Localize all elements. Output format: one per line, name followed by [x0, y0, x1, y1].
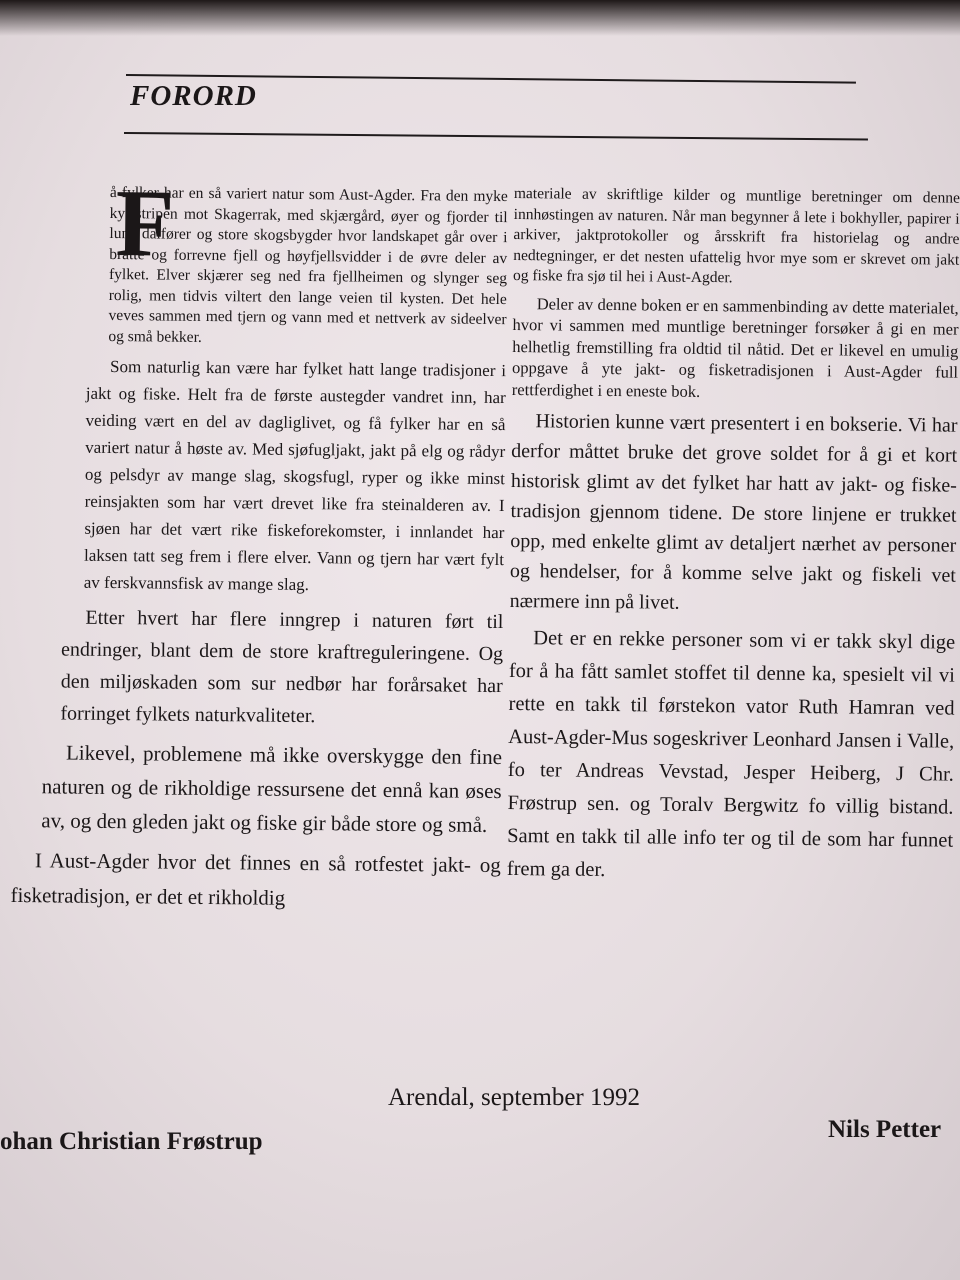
- place-date: Arendal, september 1992: [388, 1084, 641, 1111]
- left-paragraph-3: Etter hvert har flere inngrep i naturen ført til endringer, blant dem de store kraftreguleringene. Og den miljøskaden som sur nedbør har forårsaket har forringet fylkets naturkvaliteter.: [60, 606, 504, 728]
- left-paragraph-2: Som naturlig kan være har fylket hatt lange tradisjoner i jakt og fiske. Helt fra de første austegder vandret inn, har veiding vært en del av dagliglivet, og få fylker har en så variert natur å høste av. Med sjøfugljakt, jakt på elg og rådyr og pelsdyr av mange slag, skogsfugl, ryper og ikke minst reinsjakten som har vært drevet like fra steinalderen av. I sjøen har det vært rike fiskeforekomster, i innlandet har laksen tatt seg frem i flere elver. Vann og tjern har vært fylt av ferskvannsfisk av mange slag.: [83, 356, 507, 595]
- left-paragraph-5: I Aust-Agder hvor det finnes en så rotfestet jakt- og fisketradisjon, er det et rikholdig: [10, 848, 501, 910]
- left-column: [10, 169, 508, 924]
- right-paragraph-1: materiale av skriftlige kilder og muntlige beretninger om denne innhøstingen av naturen. Når man begynner å lete i bokhyller, papirer i arkiver, jaktprotokoller og årsskrift fra historielag og andre nedtegninger, er det nesten ufattelig hvor mye som er skrevet om jakt og fiske fra sjø til hei i Aust-Agder.: [512, 184, 960, 287]
- drop-cap: F: [115, 169, 175, 277]
- signature-left: ohan Christian Frøstrup: [0, 1128, 263, 1155]
- right-column: [507, 184, 960, 897]
- title-rule-bottom: [124, 132, 868, 140]
- page-title: FORORD: [130, 80, 257, 112]
- signature-right: Nils Petter: [828, 1116, 942, 1143]
- page-edge-shadow: [0, 0, 960, 36]
- right-paragraph-2: Deler av denne boken er en sammenbinding av dette materialet, hvor vi sammen med muntlige beretninger forsøker å gi en mer helhetlig fremstilling fra oldtid til nåtid. Det er likevel en umulig oppgave å yte jakt- og fisketradisjonen i Aust-Agder full rettferdighet i en eneste bok.: [511, 293, 959, 401]
- left-paragraph-4: Likevel, problemene må ikke overskygge den fine naturen og de rikholdige ressursene det ennå kan øses av, og den gleden jakt og fiske gir både store og små.: [41, 740, 503, 837]
- right-paragraph-4: Det er en rekke personer som vi er takk skyl dige for å ha fått samlet stoffet til denne ka, spesielt vil vi rette en takk til førstekon vator Ruth Hamran ved Aust-Agder-Mus sogeskriver Leonhard Jansen i Valle, fo ter Andreas Vevstad, Jesper Heiberg, J Chr. Frøstrup sen. og Toralv Bergwitz fo villig bistand. Samt en takk til alle info ter og til de som har funnet frem ga der.: [506, 627, 956, 881]
- right-paragraph-3: Historien kunne vært presentert i en bokserie. Vi har derfor måttet bruke det grove soldet for å gi et kort historisk glimt av det fylket har hatt av jakt- og fiske-tradisjon gjennom tidene. De store linjene er trukket opp, med enkelte glimt av detaljert nærhet av personer og hendelser, for å komme selve jakt og fiskeli vet nærmere inn på livet.: [509, 410, 958, 614]
- left-paragraph-1: å fylker har en så variert natur som Aust-Agder. Fra den myke kyststripen mot Skagerrak, med skjærgård, øyer og fjorder til lune dalfører og store skogsbygder hvor landskapet går over i bratte og forrevne fjell og høyfjellsvidder i de øvre deler av fylket. Elver skjærer seg ned fra fjellheimen og slynger seg rolig, men tidvis viltert den lange veien til kysten. Det hele veves sammen med tjern og vann med et nettverk av sideelver og små bekker.: [108, 183, 508, 346]
